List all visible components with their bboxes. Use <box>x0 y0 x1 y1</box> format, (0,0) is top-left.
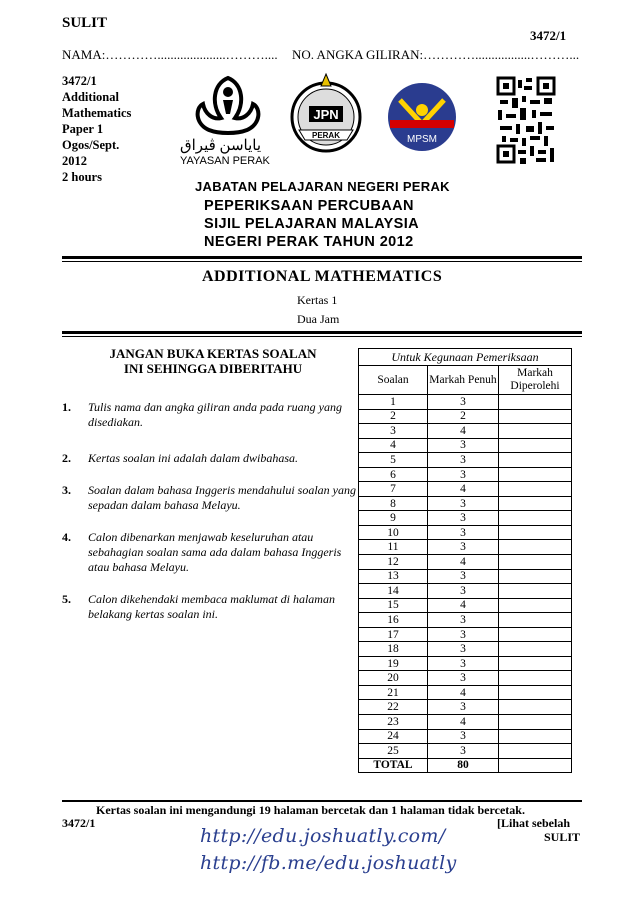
full-marks: 3 <box>428 744 499 759</box>
full-marks: 3 <box>428 453 499 468</box>
full-marks: 4 <box>428 715 499 730</box>
jpn-text: JPN <box>313 107 339 122</box>
table-row <box>359 409 572 424</box>
info-line: Additional <box>62 90 119 104</box>
marks-obtained-cell[interactable] <box>499 569 572 584</box>
yayasan-jawi-text: ياياسن ڤيراق <box>180 138 262 154</box>
col-header-soalan: Soalan <box>359 366 428 395</box>
question-number: 24 <box>359 729 428 744</box>
table-row <box>359 729 572 744</box>
paper-code: 3472/1 <box>530 28 567 43</box>
marks-table <box>358 348 572 773</box>
question-number: 15 <box>359 598 428 613</box>
question-number: 18 <box>359 642 428 657</box>
table-row <box>359 627 572 642</box>
warning-notice <box>98 346 328 376</box>
table-row <box>359 395 572 410</box>
table-row <box>359 584 572 599</box>
question-number: 23 <box>359 715 428 730</box>
marks-obtained-cell[interactable] <box>499 715 572 730</box>
question-number: 12 <box>359 555 428 570</box>
full-marks: 3 <box>428 627 499 642</box>
full-marks: 2 <box>428 409 499 424</box>
table-row <box>359 525 572 540</box>
perak-banner-text: PERAK <box>311 131 341 140</box>
table-row <box>359 424 572 439</box>
marks-obtained-cell[interactable] <box>499 438 572 453</box>
question-number: 17 <box>359 627 428 642</box>
table-row <box>359 613 572 628</box>
info-line: Mathematics <box>62 106 132 120</box>
full-marks: 3 <box>428 729 499 744</box>
marks-obtained-cell[interactable] <box>499 729 572 744</box>
divider <box>62 800 582 802</box>
instruction-number: 1. <box>62 400 71 414</box>
footer-sulit: SULIT <box>544 830 581 844</box>
instruction-text: Tulis nama dan angka giliran anda pada ruang yang disediakan. <box>88 400 343 429</box>
question-number: 19 <box>359 656 428 671</box>
paper-info <box>62 73 131 185</box>
full-marks: 3 <box>428 540 499 555</box>
divider <box>62 256 582 259</box>
instruction-item <box>62 400 362 430</box>
yayasan-label: YAYASAN PERAK <box>180 155 270 167</box>
table-row <box>359 656 572 671</box>
col-header-markah-penuh: Markah Penuh <box>428 366 499 395</box>
table-row <box>359 555 572 570</box>
total-obtained-cell[interactable] <box>499 758 572 773</box>
instruction-text: Kertas soalan ini adalah dalam dwibahasa. <box>88 451 299 465</box>
question-number: 25 <box>359 744 428 759</box>
question-number: 10 <box>359 525 428 540</box>
full-marks: 3 <box>428 656 499 671</box>
exam-title-line: PEPERIKSAAN PERCUBAAN <box>204 198 414 214</box>
marks-obtained-cell[interactable] <box>499 540 572 555</box>
qr-code-icon <box>496 76 556 166</box>
full-marks: 3 <box>428 613 499 628</box>
info-line: 2012 <box>62 154 87 168</box>
jabatan-title: JABATAN PELAJARAN NEGERI PERAK <box>195 179 450 194</box>
instruction-item <box>62 451 362 466</box>
instruction-item <box>62 483 362 513</box>
info-line: 2 hours <box>62 170 102 184</box>
question-number: 9 <box>359 511 428 526</box>
full-marks: 3 <box>428 671 499 686</box>
yayasan-perak-logo-icon <box>183 74 273 136</box>
marks-obtained-cell[interactable] <box>499 511 572 526</box>
marks-obtained-cell[interactable] <box>499 525 572 540</box>
marks-obtained-cell[interactable] <box>499 496 572 511</box>
marks-obtained-cell[interactable] <box>499 744 572 759</box>
question-number: 1 <box>359 395 428 410</box>
jpn-crest-icon <box>285 72 367 154</box>
full-marks: 3 <box>428 525 499 540</box>
full-marks: 3 <box>428 642 499 657</box>
table-row <box>359 700 572 715</box>
warning-line: INI SEHINGGA DIBERITAHU <box>123 361 303 376</box>
marks-obtained-cell[interactable] <box>499 613 572 628</box>
question-number: 2 <box>359 409 428 424</box>
full-marks: 3 <box>428 584 499 599</box>
website-link[interactable]: http://edu.joshuatly.com/ <box>200 825 446 847</box>
marks-obtained-cell[interactable] <box>499 453 572 468</box>
instruction-number: 3. <box>62 483 71 497</box>
mpsm-logo-icon <box>382 80 462 154</box>
facebook-link[interactable]: http://fb.me/edu.joshuatly <box>200 852 457 874</box>
total-label: TOTAL <box>359 758 428 773</box>
mpsm-text: MPSM <box>407 134 437 145</box>
table-row <box>359 540 572 555</box>
question-number: 21 <box>359 685 428 700</box>
marks-obtained-cell[interactable] <box>499 482 572 497</box>
marks-obtained-cell[interactable] <box>499 395 572 410</box>
full-marks: 3 <box>428 395 499 410</box>
marks-obtained-cell[interactable] <box>499 700 572 715</box>
instruction-number: 5. <box>62 592 71 606</box>
paper-number: Kertas 1 <box>297 293 338 307</box>
exam-title-line: SIJIL PELAJARAN MALAYSIA <box>204 216 420 232</box>
table-row <box>359 685 572 700</box>
warning-line: JANGAN BUKA KERTAS SOALAN <box>109 346 317 361</box>
full-marks: 4 <box>428 598 499 613</box>
table-row <box>359 569 572 584</box>
subject-title: ADDITIONAL MATHEMATICS <box>202 268 443 285</box>
full-marks: 3 <box>428 700 499 715</box>
candidate-number-field[interactable]: NO. ANGKA GILIRAN:………….................………... <box>292 47 580 62</box>
instruction-number: 2. <box>62 451 71 465</box>
table-row <box>359 482 572 497</box>
info-line: Paper 1 <box>62 122 104 136</box>
instruction-item <box>62 530 362 575</box>
marks-obtained-cell[interactable] <box>499 642 572 657</box>
info-line: Ogos/Sept. <box>62 138 120 152</box>
table-row <box>359 496 572 511</box>
question-number: 16 <box>359 613 428 628</box>
question-number: 20 <box>359 671 428 686</box>
instruction-text: Calon dibenarkan menjawab keseluruhan atau sebahagian soalan sama ada dalam bahasa Inggeris atau bahasa Melayu. <box>88 530 342 574</box>
full-marks: 4 <box>428 482 499 497</box>
marks-obtained-cell[interactable] <box>499 555 572 570</box>
full-marks: 3 <box>428 496 499 511</box>
divider <box>62 261 582 262</box>
instruction-text: Soalan dalam bahasa Inggeris mendahului soalan yang sepadan dalam bahasa Melayu. <box>88 483 356 512</box>
duration: Dua Jam <box>297 312 340 326</box>
marks-obtained-cell[interactable] <box>499 584 572 599</box>
full-marks: 3 <box>428 438 499 453</box>
full-marks: 4 <box>428 555 499 570</box>
marks-obtained-cell[interactable] <box>499 467 572 482</box>
table-row <box>359 598 572 613</box>
sulit-label: SULIT <box>62 15 108 31</box>
full-marks: 3 <box>428 569 499 584</box>
question-number: 11 <box>359 540 428 555</box>
question-number: 22 <box>359 700 428 715</box>
marks-obtained-cell[interactable] <box>499 627 572 642</box>
marks-obtained-cell[interactable] <box>499 424 572 439</box>
marks-obtained-cell[interactable] <box>499 598 572 613</box>
marks-obtained-cell[interactable] <box>499 685 572 700</box>
marks-obtained-cell[interactable] <box>499 671 572 686</box>
marks-obtained-cell[interactable] <box>499 409 572 424</box>
full-marks: 4 <box>428 424 499 439</box>
table-row <box>359 511 572 526</box>
name-field[interactable]: NAMA:………….....................……….... <box>62 47 278 62</box>
instruction-text: Calon dikehendaki membaca maklumat di halaman belakang kertas soalan ini. <box>88 592 335 621</box>
table-row <box>359 467 572 482</box>
question-number: 5 <box>359 453 428 468</box>
table-row <box>359 438 572 453</box>
total-value: 80 <box>428 758 499 773</box>
pages-note: Kertas soalan ini mengandungi 19 halaman bercetak dan 1 halaman tidak bercetak. <box>96 803 525 817</box>
table-row <box>359 642 572 657</box>
table-row <box>359 744 572 759</box>
footer-paper-code: 3472/1 <box>62 816 96 830</box>
col-header-markah-diperolehi: Markah Diperolehi <box>499 366 572 395</box>
question-number: 7 <box>359 482 428 497</box>
question-number: 6 <box>359 467 428 482</box>
table-row <box>359 715 572 730</box>
instruction-item <box>62 592 362 622</box>
divider <box>62 331 582 334</box>
info-line: 3472/1 <box>62 74 97 88</box>
marks-obtained-cell[interactable] <box>499 656 572 671</box>
turn-over-note: [Lihat sebelah <box>497 816 571 830</box>
question-number: 14 <box>359 584 428 599</box>
exam-title-line: NEGERI PERAK TAHUN 2012 <box>204 234 414 250</box>
divider <box>62 336 582 337</box>
full-marks: 4 <box>428 685 499 700</box>
table-row <box>359 453 572 468</box>
full-marks: 3 <box>428 511 499 526</box>
question-number: 13 <box>359 569 428 584</box>
table-row <box>359 671 572 686</box>
full-marks: 3 <box>428 467 499 482</box>
table-caption: Untuk Kegunaan Pemeriksaan <box>359 349 572 366</box>
question-number: 4 <box>359 438 428 453</box>
question-number: 8 <box>359 496 428 511</box>
question-number: 3 <box>359 424 428 439</box>
instruction-number: 4. <box>62 530 71 544</box>
